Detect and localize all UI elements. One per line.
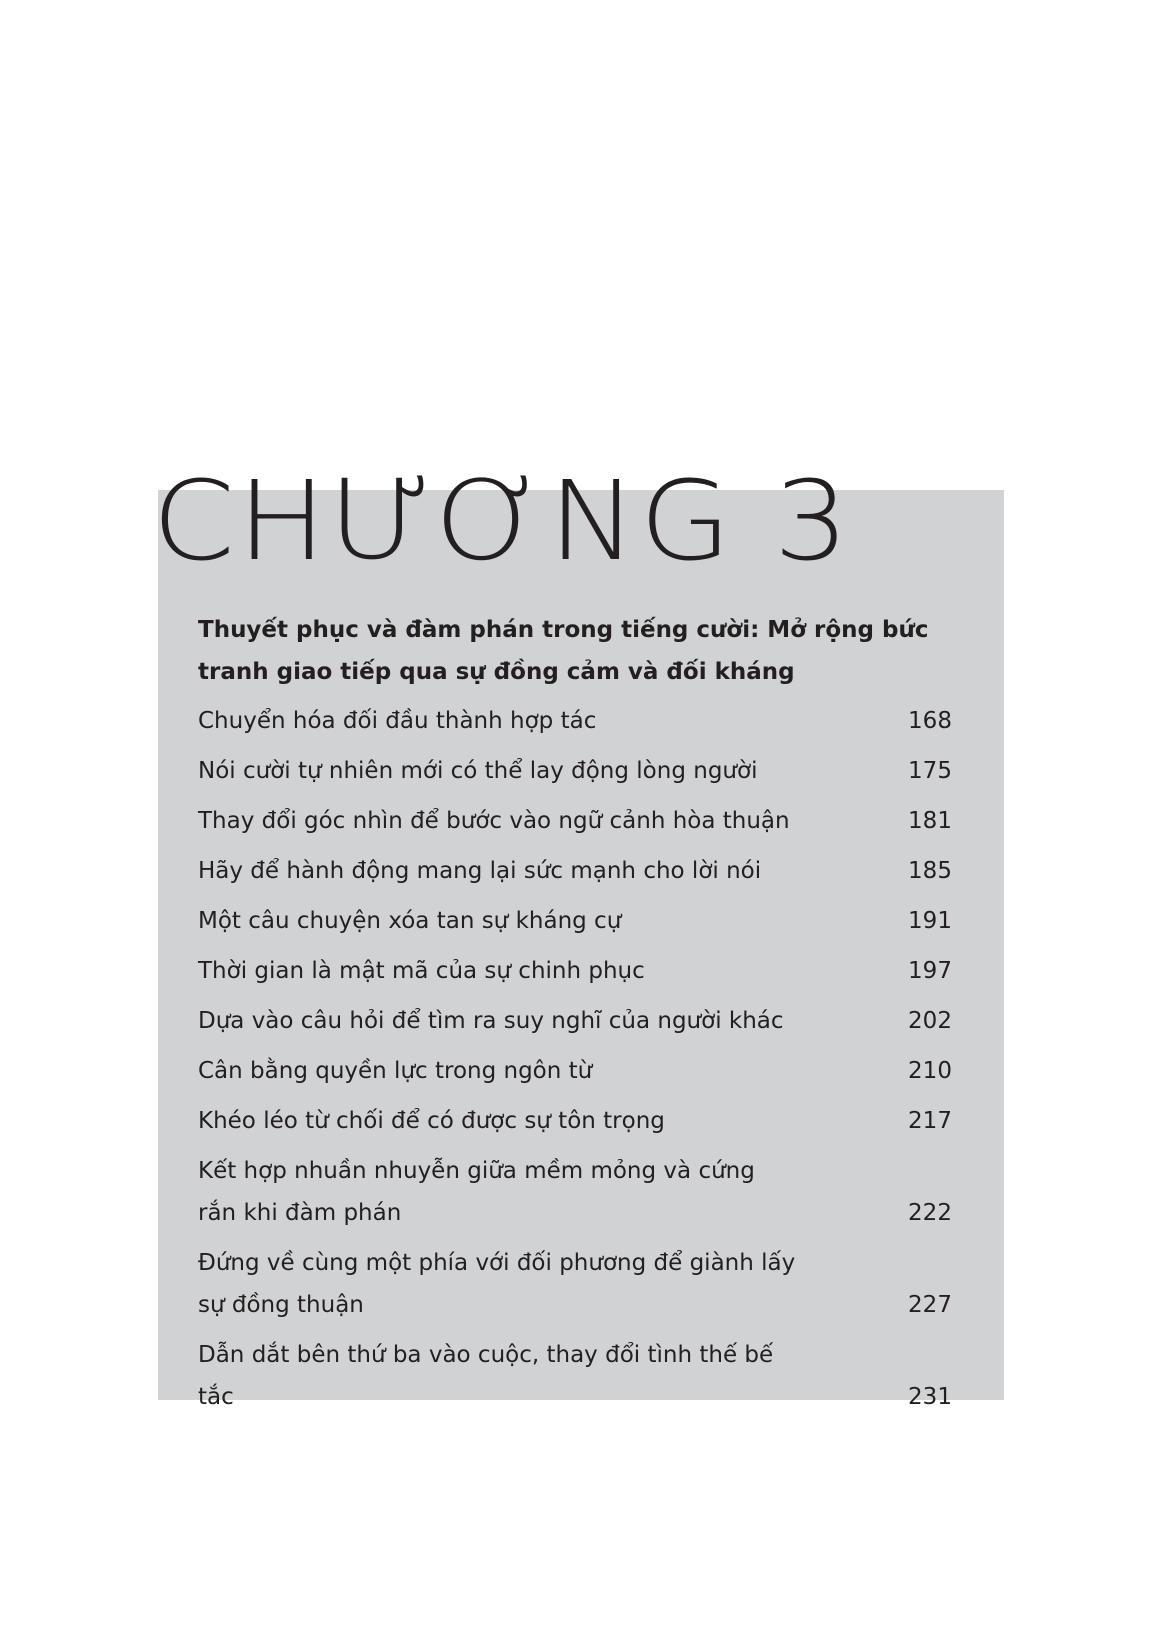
toc-entry-page: 202 [908, 1008, 952, 1034]
toc-entry-title: Một câu chuyện xóa tan sự kháng cự [198, 908, 622, 934]
toc-entry[interactable] [198, 750, 960, 792]
toc-entry[interactable] [198, 1100, 960, 1142]
toc-entry-title: Thời gian là mật mã của sự chinh phục [198, 958, 645, 984]
toc-entry-page: 210 [908, 1058, 952, 1084]
toc-entry-page: 168 [908, 708, 952, 734]
toc-entry-page: 217 [908, 1108, 952, 1134]
toc-entry-page: 185 [908, 858, 952, 884]
toc-entry-page: 181 [908, 808, 952, 834]
toc-entry-title: Đứng về cùng một phía với đối phương để giành lấy sự đồng thuận [198, 1250, 796, 1318]
section-title: Thuyết phục và đàm phán trong tiếng cười: Mở rộng bức tranh giao tiếp qua sự đồng cảm và đối kháng [198, 617, 929, 685]
toc-entry[interactable] [198, 1000, 960, 1042]
toc-entry-title: Khéo léo từ chối để có được sự tôn trọng [198, 1108, 665, 1134]
toc-entry[interactable] [198, 700, 960, 742]
toc-entry-page: 222 [908, 1200, 952, 1226]
toc-entry-title: Kết hợp nhuần nhuyễn giữa mềm mỏng và cứng rắn khi đàm phán [198, 1158, 755, 1226]
toc-entry-page: 231 [908, 1384, 952, 1410]
toc-entry[interactable] [198, 950, 960, 992]
toc-entry-page: 191 [908, 908, 952, 934]
toc-entry[interactable] [198, 800, 960, 842]
toc-entry-title: Dựa vào câu hỏi để tìm ra suy nghĩ của người khác [198, 1008, 784, 1034]
toc-entry-page: 227 [908, 1292, 952, 1318]
toc-entry-title: Nói cười tự nhiên mới có thể lay động lòng người [198, 758, 758, 784]
toc-entry-title: Thay đổi góc nhìn để bước vào ngữ cảnh hòa thuận [198, 808, 790, 834]
toc-entry-page: 197 [908, 958, 952, 984]
toc-entry-page: 175 [908, 758, 952, 784]
toc-entry[interactable] [198, 1050, 960, 1092]
toc-entry-title: Dẫn dắt bên thứ ba vào cuộc, thay đổi tình thế bế tắc [198, 1342, 774, 1410]
toc-entry[interactable] [198, 1242, 960, 1326]
toc-entry[interactable] [198, 1150, 960, 1234]
toc-entry-title: Hãy để hành động mang lại sức mạnh cho lời nói [198, 858, 762, 884]
toc-entry[interactable] [198, 900, 960, 942]
chapter-heading: CHƯƠNG 3 [152, 457, 852, 585]
toc-entry[interactable] [198, 1334, 960, 1418]
toc-entry-title: Cân bằng quyền lực trong ngôn từ [198, 1058, 593, 1084]
toc-entry-title: Chuyển hóa đối đầu thành hợp tác [198, 708, 597, 734]
toc-entries [198, 700, 960, 1426]
toc-entry[interactable] [198, 850, 960, 892]
